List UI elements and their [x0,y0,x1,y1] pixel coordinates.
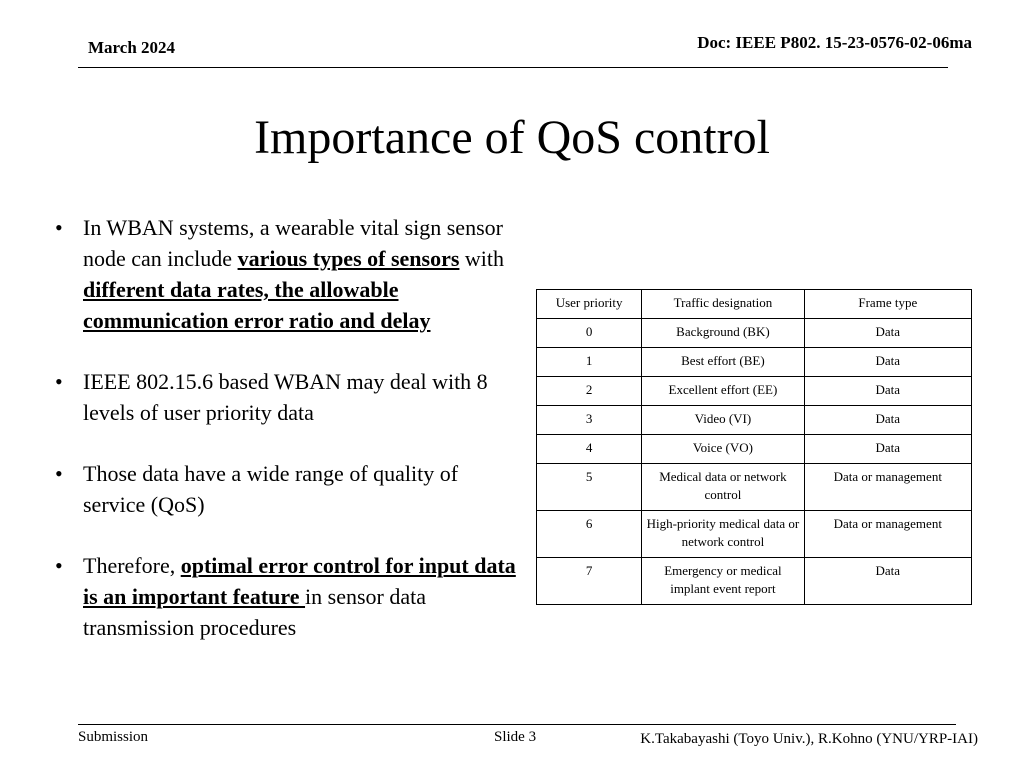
cell-frame-type: Data [804,435,971,464]
footer-authors: K.Takabayashi (Toyo Univ.), R.Kohno (YNU/YRP-IAI) [640,731,978,747]
bullet-text: Therefore, [83,553,181,578]
col-header-user-priority: User priority [537,290,642,319]
bullet-list [48,212,518,673]
cell-frame-type: Data or management [804,464,971,511]
table-row [537,464,972,511]
cell-traffic: Excellent effort (EE) [642,377,804,406]
bullet-item-wban [48,212,518,336]
cell-traffic: Video (VI) [642,406,804,435]
cell-traffic: High-priority medical data or network control [642,511,804,558]
cell-priority: 6 [537,511,642,558]
bullet-text: IEEE 802.15.6 based WBAN may deal with 8 levels of user priority data [83,369,488,425]
cell-frame-type: Data or management [804,511,971,558]
footer-slide-number: Slide 3 [494,729,537,745]
cell-priority: 1 [537,348,642,377]
footer-divider [78,724,956,725]
emphasis-text: optimal error control for input data is an important feature [83,553,516,609]
cell-traffic: Voice (VO) [642,435,804,464]
emphasis-text: various types of sensors [237,246,460,271]
header-date: March 2024 [88,38,176,57]
table-row [537,435,972,464]
table-row [537,319,972,348]
bullet-text: in sensor data transmission procedures [83,584,426,640]
bullet-text: with [459,246,505,271]
slide-title: Importance of QoS control [254,111,770,164]
bullet-dot-icon: • [55,215,63,240]
cell-frame-type: Data [804,319,971,348]
bullet-text: Those data have a wide range of quality of service (QoS) [83,461,459,517]
bullet-dot-icon: • [55,461,63,486]
cell-traffic: Emergency or medical implant event report [642,558,804,605]
cell-priority: 3 [537,406,642,435]
cell-frame-type: Data [804,558,971,605]
header-doc-id: Doc: IEEE P802. 15-23-0576-02-06ma [697,33,972,52]
header-divider [78,67,948,68]
cell-priority: 4 [537,435,642,464]
cell-priority: 2 [537,377,642,406]
cell-traffic: Medical data or network control [642,464,804,511]
bullet-item-priority-levels [48,366,518,428]
table-row [537,377,972,406]
cell-traffic: Best effort (BE) [642,348,804,377]
bullet-text: In WBAN systems, a wearable vital sign sensor node can include [83,215,503,271]
cell-priority: 5 [537,464,642,511]
table-header-row [537,290,972,319]
col-header-traffic-designation: Traffic designation [642,290,804,319]
bullet-dot-icon: • [55,369,63,394]
table-row [537,348,972,377]
footer-submission: Submission [78,729,149,745]
cell-priority: 0 [537,319,642,348]
table-row [537,558,972,605]
user-priority-table [536,289,972,605]
bullet-item-qos-range [48,458,518,520]
emphasis-text: different data rates, the allowable communication error ratio and delay [83,277,431,333]
table-row [537,511,972,558]
table-row [537,406,972,435]
cell-priority: 7 [537,558,642,605]
cell-frame-type: Data [804,377,971,406]
bullet-item-error-control [48,550,518,643]
col-header-frame-type: Frame type [804,290,971,319]
bullet-dot-icon: • [55,553,63,578]
cell-frame-type: Data [804,348,971,377]
cell-traffic: Background (BK) [642,319,804,348]
cell-frame-type: Data [804,406,971,435]
